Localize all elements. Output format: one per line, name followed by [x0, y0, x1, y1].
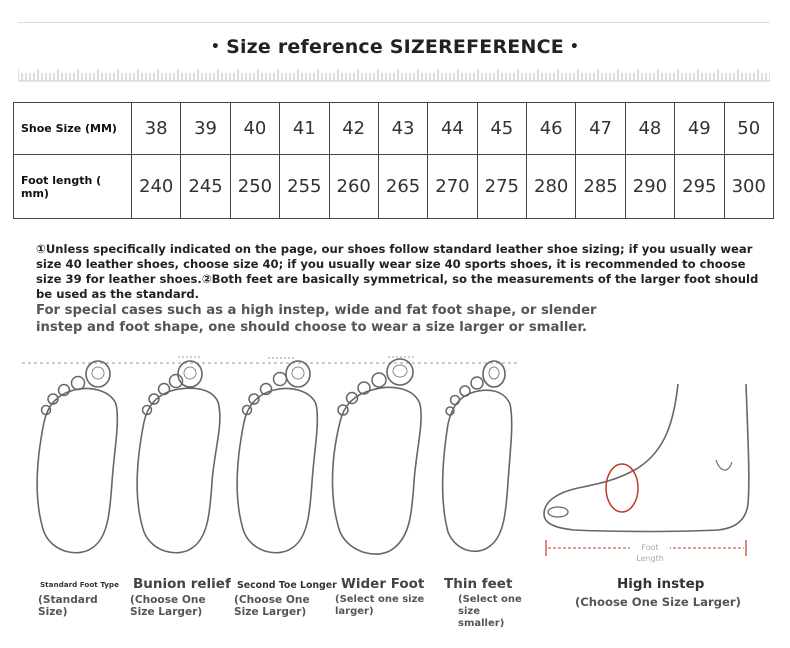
foot-length-cell: 275 [477, 155, 526, 219]
foot-length-cell: 240 [132, 155, 181, 219]
caption-wider: (Select one size larger) [335, 594, 425, 617]
shoe-size-header: Shoe Size (MM) [14, 103, 132, 155]
shoe-size-cell: 43 [378, 103, 427, 155]
page-title [0, 36, 790, 58]
caption-standard: (Standard Size) [38, 594, 98, 618]
foot-length-header: Foot length ( mm) [14, 155, 132, 219]
ruler-decoration [18, 68, 770, 82]
shoe-size-cell: 44 [428, 103, 477, 155]
foot-second-toe [237, 358, 317, 553]
special-case-note: For special cases such as a high instep, wide and fat foot shape, or slender instep and foot shape, one should choose to wear a size larger or smaller. [36, 303, 597, 335]
foot-length-cell: 255 [280, 155, 329, 219]
shoe-size-cell: 47 [576, 103, 625, 155]
foot-length-label-1: Foot [641, 543, 659, 552]
instep-circle [606, 464, 638, 512]
caption-thin: (Select one size smaller) [458, 594, 522, 629]
caption-second-toe: (Choose One Size Larger) [234, 594, 310, 618]
label-bunion: Bunion relief [133, 576, 231, 592]
shoe-size-cell: 46 [527, 103, 576, 155]
label-standard: Standard Foot Type [40, 580, 119, 589]
foot-length-cell: 270 [428, 155, 477, 219]
title-dot-left: • [210, 39, 221, 55]
note-text: ①Unless specifically indicated on the page, our shoes follow standard leather shoe sizing; if you usually wear size 40 leather shoes, choose size 40; if you usually wear size 40 sports shoes, it is recommended to choose size 39 for leather shoes.②Both feet are basically symmetrical, so the measurements of the larger foot should be used as the standard. [36, 242, 759, 301]
label-second-toe: Second Toe Longer [237, 580, 337, 591]
shoe-size-cell: 50 [724, 103, 774, 155]
size-table [13, 102, 774, 219]
foot-length-cell: 285 [576, 155, 625, 219]
foot-length-cell: 245 [181, 155, 230, 219]
shoe-size-cell: 38 [132, 103, 181, 155]
foot-length-row [14, 155, 774, 219]
shoe-size-cell: 42 [329, 103, 378, 155]
shoe-size-row [14, 103, 774, 155]
caption-high-instep: (Choose One Size Larger) [575, 595, 741, 609]
foot-length-label-2: Length [636, 554, 664, 563]
caption-bunion: (Choose One Size Larger) [130, 594, 206, 618]
high-instep-illustration [538, 380, 760, 565]
foot-length-cell: 295 [675, 155, 724, 219]
label-high-instep: High instep [617, 576, 705, 592]
foot-length-cell: 250 [230, 155, 279, 219]
foot-wider [333, 357, 422, 554]
shoe-size-cell: 40 [230, 103, 279, 155]
foot-bunion [137, 357, 220, 553]
foot-length-cell: 290 [625, 155, 674, 219]
title-text: Size reference SIZEREFERENCE [226, 36, 564, 58]
foot-length-cell: 260 [329, 155, 378, 219]
size-notes [36, 242, 771, 302]
label-thin: Thin feet [444, 576, 513, 592]
shoe-size-cell: 41 [280, 103, 329, 155]
foot-length-cell: 280 [527, 155, 576, 219]
top-divider [18, 22, 770, 23]
label-wider: Wider Foot [341, 576, 425, 592]
shoe-size-cell: 48 [625, 103, 674, 155]
shoe-size-cell: 45 [477, 103, 526, 155]
foot-standard [37, 361, 117, 553]
foot-types-illustration [18, 352, 523, 567]
title-dot-right: • [569, 39, 580, 55]
foot-length-cell: 300 [724, 155, 774, 219]
foot-thin [443, 361, 512, 551]
foot-length-cell: 265 [378, 155, 427, 219]
shoe-size-cell: 49 [675, 103, 724, 155]
shoe-size-cell: 39 [181, 103, 230, 155]
